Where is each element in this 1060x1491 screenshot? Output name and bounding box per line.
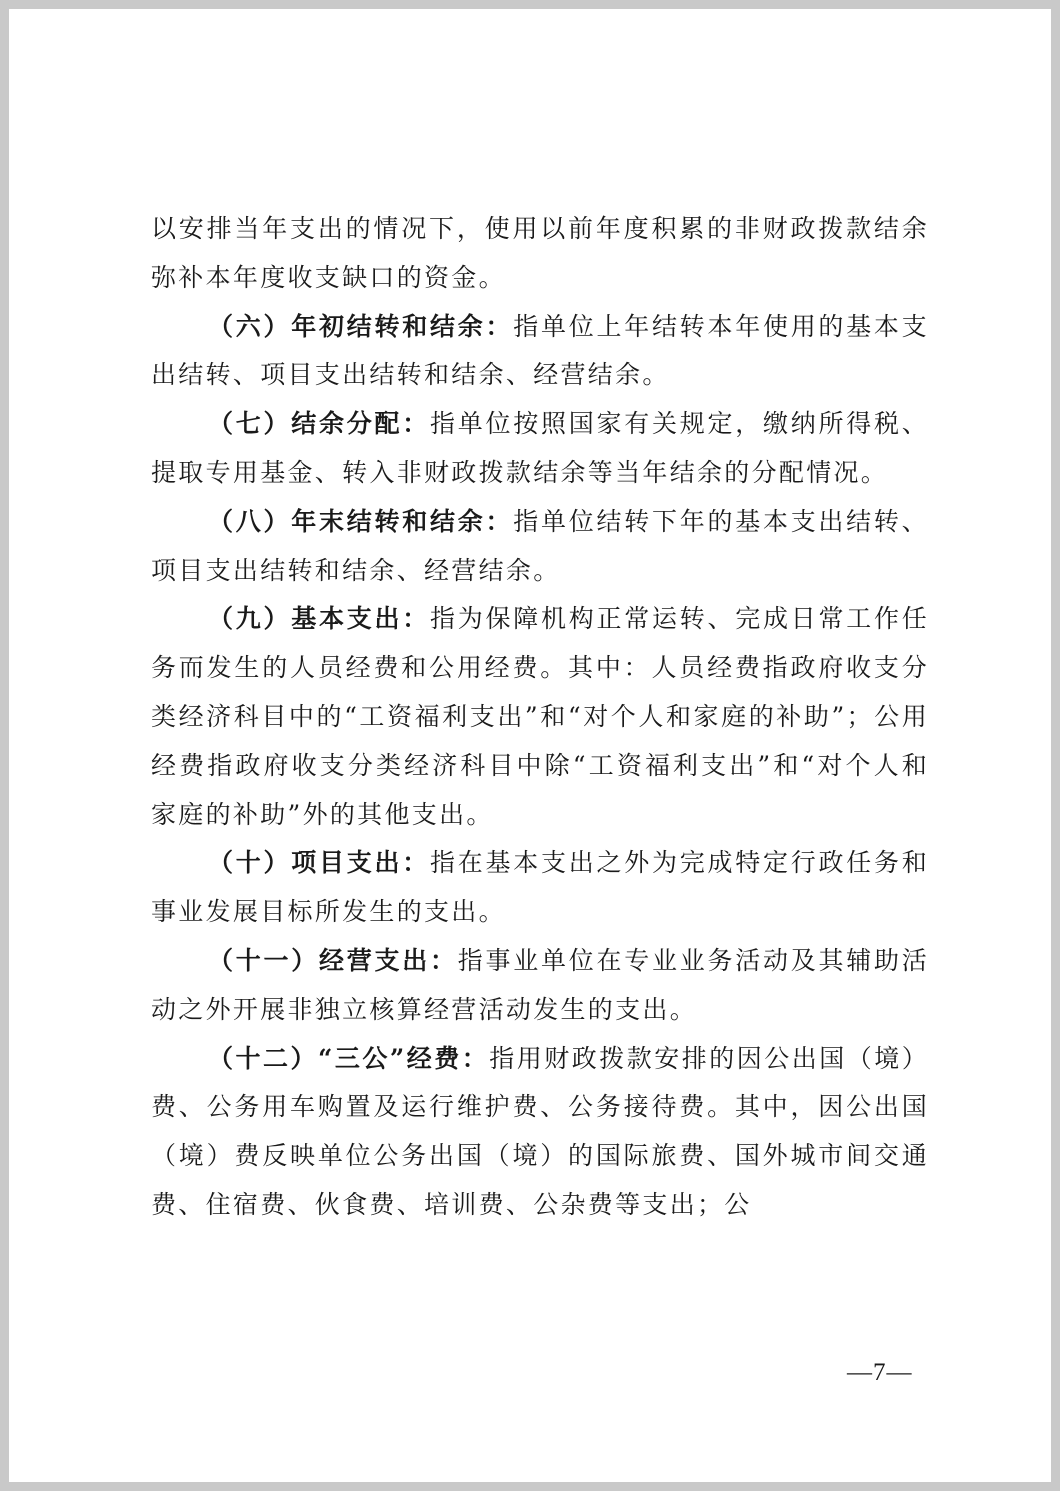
term-label: （十二）“三公”经费： — [208, 1043, 490, 1073]
term-label: （十一）经营支出： — [208, 945, 458, 975]
term-label: （九）基本支出： — [208, 604, 430, 634]
document-body — [151, 205, 929, 1230]
paragraph-body: 指在基本支出之外为完成特定行政任务和事业发展目标所发生的支出。 — [151, 848, 929, 927]
paragraph-body: 指用财政拨款安排的因公出国（境）费、公务用车购置及运行维护费、公务接待费。其中，因公出国（境）费反映单位公务出国（境）的国际旅费、国外城市间交通费、住宿费、伙食费、培训费、公杂费等支出；公 — [151, 1043, 929, 1219]
paragraph-basic-expenditure — [151, 595, 929, 839]
paragraph-body: 指事业单位在专业业务活动及其辅助活动之外开展非独立核算经营活动发生的支出。 — [151, 945, 929, 1024]
term-label: （八）年末结转和结余： — [208, 506, 514, 536]
page-number: —7— — [847, 1359, 913, 1386]
document-page — [9, 9, 1051, 1482]
paragraph-project-expenditure — [151, 839, 929, 937]
paragraph-closing-balance — [151, 498, 929, 596]
paragraph-three-public-expenses — [151, 1035, 929, 1230]
paragraph-body: 以安排当年支出的情况下，使用以前年度积累的非财政拨款结余弥补本年度收支缺口的资金。 — [151, 214, 929, 292]
term-label: （六）年初结转和结余： — [208, 311, 514, 341]
paragraph-body: 指单位按照国家有关规定，缴纳所得税、提取专用基金、转入非财政拨款结余等当年结余的分配情况。 — [151, 409, 929, 487]
paragraph-continuation — [151, 205, 929, 303]
paragraph-body: 指单位上年结转本年使用的基本支出结转、项目支出结转和结余、经营结余。 — [151, 311, 929, 390]
paragraph-body: 指为保障机构正常运转、完成日常工作任务而发生的人员经费和公用经费。其中：人员经费指政府收支分类经济科目中的“工资福利支出”和“对个人和家庭的补助”；公用经费指政府收支分类经济科目中除“工资福利支出”和“对个人和家庭的补助”外的其他支出。 — [151, 604, 929, 829]
paragraph-opening-balance — [151, 303, 929, 401]
paragraph-surplus-distribution — [151, 400, 929, 498]
term-label: （十）项目支出： — [208, 848, 430, 878]
paragraph-operating-expenditure — [151, 937, 929, 1035]
paragraph-body: 指单位结转下年的基本支出结转、项目支出结转和结余、经营结余。 — [151, 506, 929, 585]
term-label: （七）结余分配： — [208, 409, 430, 439]
